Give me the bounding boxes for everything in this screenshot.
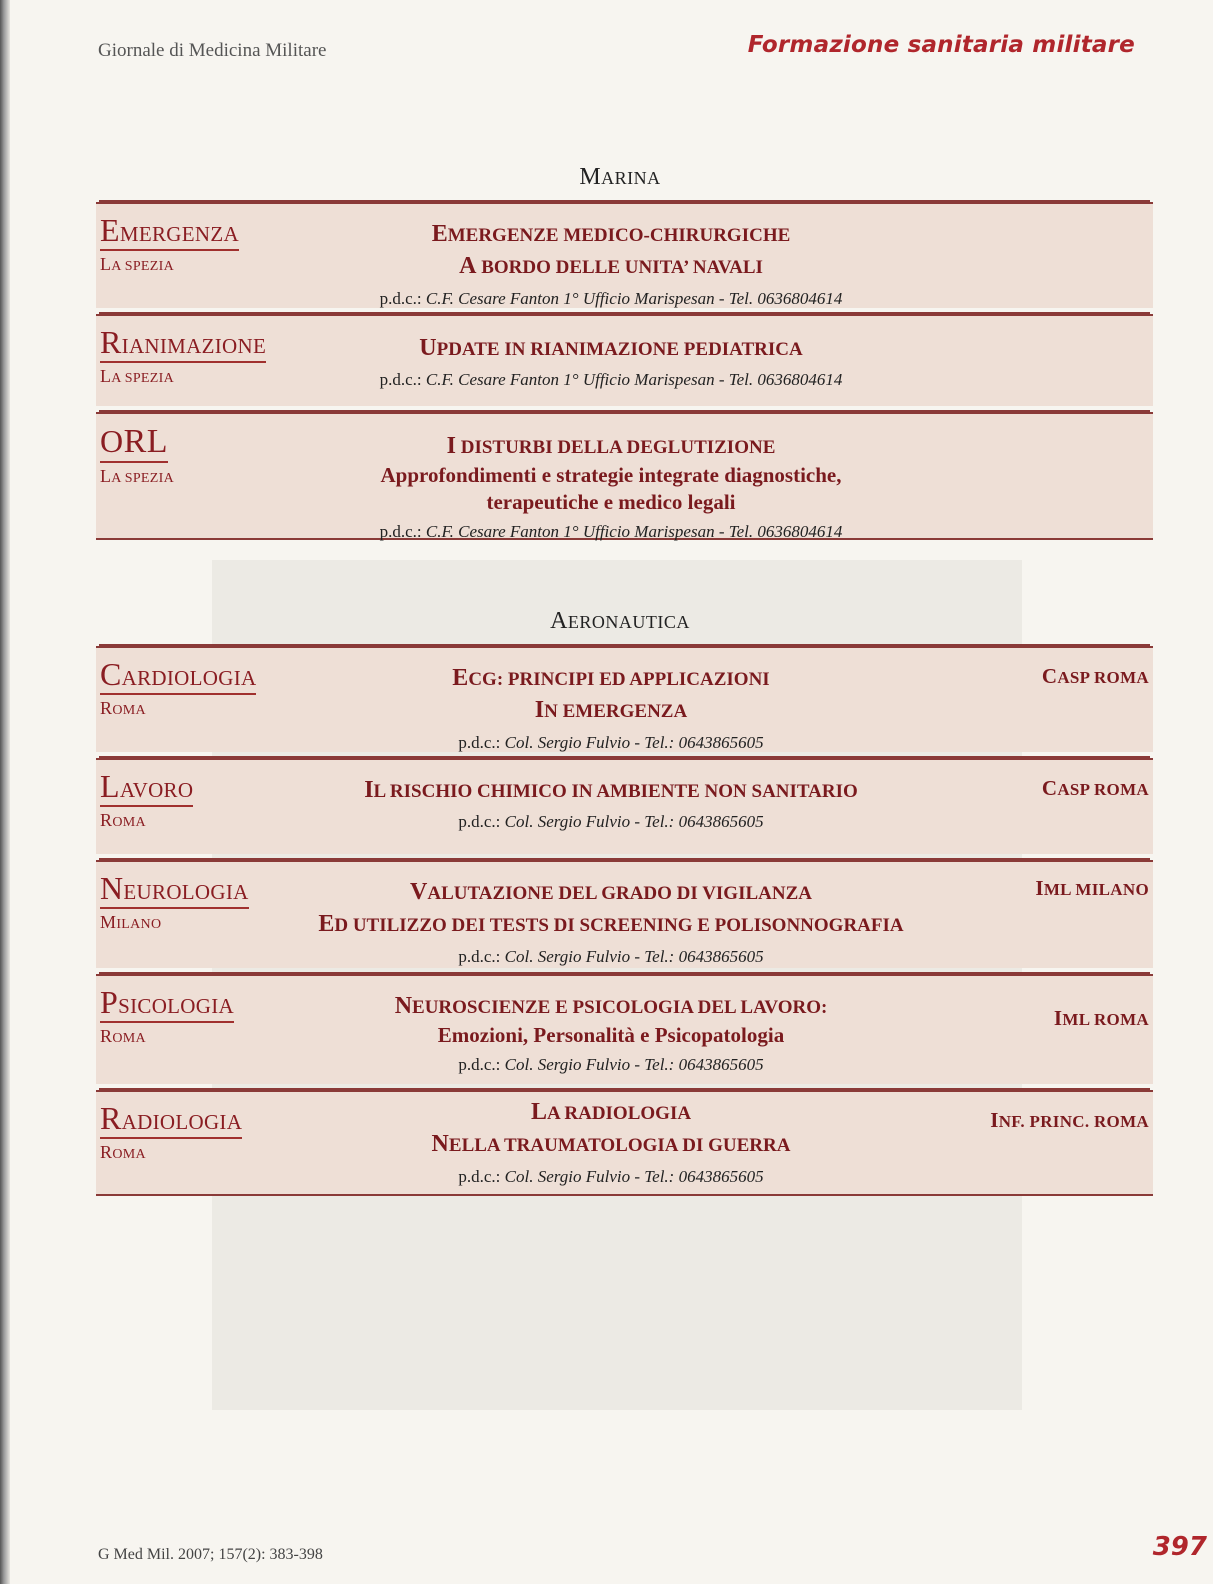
course-location: ROMA <box>100 697 146 718</box>
contact-line <box>246 1167 976 1187</box>
course-title-line: ED UTILIZZO DEI TESTS DI SCREENING E POLISONNOGRAFIA <box>318 911 904 938</box>
course-table-aeronautica <box>96 640 1153 1196</box>
course-details <box>246 218 976 309</box>
course-title-line: EMERGENZE MEDICO-CHIRURGICHE <box>431 221 791 247</box>
course-details <box>246 1096 976 1187</box>
course-location: MILANO <box>100 911 162 932</box>
course-title <box>246 662 976 727</box>
specialty-block <box>100 870 249 933</box>
course-title-line: LA RADIOLOGIA <box>530 1099 692 1125</box>
contact-person: Col. Sergio Fulvio - Tel.: 0643865605 <box>504 812 764 832</box>
contact-line <box>246 522 976 542</box>
course-title-line: ECG: PRINCIPI ED APPLICAZIONI <box>452 665 770 691</box>
course-title-line: NELLA TRAUMATOLOGIA DI GUERRA <box>431 1131 791 1158</box>
contact-person: C.F. Cesare Fanton 1° Ufficio Marispesan - Tel. 0636804614 <box>425 370 843 390</box>
course-row <box>96 646 1153 752</box>
contact-prefix: p.d.c.: <box>379 370 422 390</box>
contact-prefix: p.d.c.: <box>379 522 422 542</box>
course-location: LA SPEZIA <box>100 365 174 386</box>
course-title-line: A BORDO DELLE UNITA’ NAVALI <box>459 253 763 280</box>
group-heading-marina: MARINA <box>579 164 661 190</box>
contact-person: Col. Sergio Fulvio - Tel.: 0643865605 <box>504 946 764 966</box>
course-title <box>246 430 976 462</box>
course-title <box>246 990 976 1022</box>
contact-person: C.F. Cesare Fanton 1° Ufficio Marispesan - Tel. 0636804614 <box>425 288 843 308</box>
course-row <box>96 314 1153 406</box>
course-details <box>246 430 976 543</box>
course-subtitle-line: Emozioni, Personalità e Psicopatologia <box>437 1023 785 1048</box>
course-row <box>96 412 1153 540</box>
course-details <box>246 332 976 391</box>
course-title <box>246 332 976 364</box>
contact-prefix: p.d.c.: <box>458 812 501 832</box>
running-head: Giornale di Medicina Militare <box>98 40 327 61</box>
course-title <box>246 774 976 806</box>
specialty-name: EMERGENZA <box>100 212 239 251</box>
host-institution: CASP ROMA <box>1041 776 1149 800</box>
specialty-block <box>100 656 256 719</box>
course-subtitle-line: terapeutiche e medico legali <box>486 490 736 515</box>
specialty-name: RADIOLOGIA <box>100 1100 242 1139</box>
journal-citation: G Med Mil. 2007; 157(2): 383-398 <box>98 1546 323 1563</box>
contact-line <box>246 370 976 390</box>
host-institution: IML MILANO <box>1035 876 1149 900</box>
specialty-block <box>100 422 174 487</box>
contact-line <box>246 733 976 753</box>
contact-person: Col. Sergio Fulvio - Tel.: 0643865605 <box>504 1055 764 1075</box>
course-title <box>246 1096 976 1161</box>
specialty-name: NEUROLOGIA <box>100 870 249 909</box>
course-subtitle <box>246 1022 976 1049</box>
specialty-block <box>100 324 266 387</box>
course-title-line: NEUROSCIENZE E PSICOLOGIA DEL LAVORO: <box>394 993 828 1019</box>
course-details <box>246 774 976 833</box>
course-row <box>96 974 1153 1084</box>
page-number: 397 <box>1152 1532 1207 1562</box>
course-title <box>246 876 976 941</box>
course-title-line: IN EMERGENZA <box>534 697 688 724</box>
contact-person: Col. Sergio Fulvio - Tel.: 0643865605 <box>504 1166 764 1186</box>
course-location: LA SPEZIA <box>100 466 174 487</box>
contact-prefix: p.d.c.: <box>458 1055 501 1075</box>
course-title-line: I DISTURBI DELLA DEGLUTIZIONE <box>446 433 776 459</box>
host-institution: CASP ROMA <box>1041 664 1149 688</box>
contact-person: Col. Sergio Fulvio - Tel.: 0643865605 <box>504 732 764 752</box>
course-title-line: UPDATE IN RIANIMAZIONE PEDIATRICA <box>419 335 803 361</box>
specialty-name: LAVORO <box>100 768 193 807</box>
contact-line <box>246 947 976 967</box>
course-row <box>96 202 1153 308</box>
course-details <box>246 876 976 967</box>
section-title: Formazione sanitaria militare <box>747 32 1135 58</box>
contact-prefix: p.d.c.: <box>458 1166 501 1186</box>
contact-line <box>246 289 976 309</box>
specialty-block <box>100 768 193 831</box>
specialty-name: ORL <box>100 422 168 463</box>
specialty-block <box>100 984 234 1047</box>
contact-line <box>246 812 976 832</box>
specialty-block <box>100 1100 242 1163</box>
course-row <box>96 860 1153 968</box>
course-details <box>246 662 976 753</box>
contact-prefix: p.d.c.: <box>379 288 422 308</box>
course-location: ROMA <box>100 1025 146 1046</box>
course-subtitle-line: Approfondimenti e strategie integrate diagnostiche, <box>380 463 842 488</box>
course-location: LA SPEZIA <box>100 253 174 274</box>
host-institution: INF. PRINC. ROMA <box>990 1108 1149 1132</box>
contact-person: C.F. Cesare Fanton 1° Ufficio Marispesan - Tel. 0636804614 <box>425 522 843 542</box>
specialty-name: RIANIMAZIONE <box>100 324 266 363</box>
page-spine-shadow <box>0 0 10 1584</box>
course-location: ROMA <box>100 809 146 830</box>
course-subtitle <box>246 462 976 516</box>
specialty-name: PSICOLOGIA <box>100 984 234 1023</box>
course-title-line: IL RISCHIO CHIMICO IN AMBIENTE NON SANITARIO <box>364 777 858 803</box>
course-table-marina <box>96 196 1153 540</box>
contact-line <box>246 1055 976 1075</box>
host-institution: IML ROMA <box>1053 1006 1149 1030</box>
group-heading-aeronautica: AERONAUTICA <box>550 608 690 634</box>
course-row <box>96 758 1153 854</box>
course-location: ROMA <box>100 1141 146 1162</box>
contact-prefix: p.d.c.: <box>458 732 501 752</box>
contact-prefix: p.d.c.: <box>458 946 501 966</box>
specialty-name: CARDIOLOGIA <box>100 656 256 695</box>
specialty-block <box>100 212 239 275</box>
course-details <box>246 990 976 1076</box>
course-row <box>96 1090 1153 1196</box>
course-title <box>246 218 976 283</box>
course-title-line: VALUTAZIONE DEL GRADO DI VIGILANZA <box>410 879 812 905</box>
